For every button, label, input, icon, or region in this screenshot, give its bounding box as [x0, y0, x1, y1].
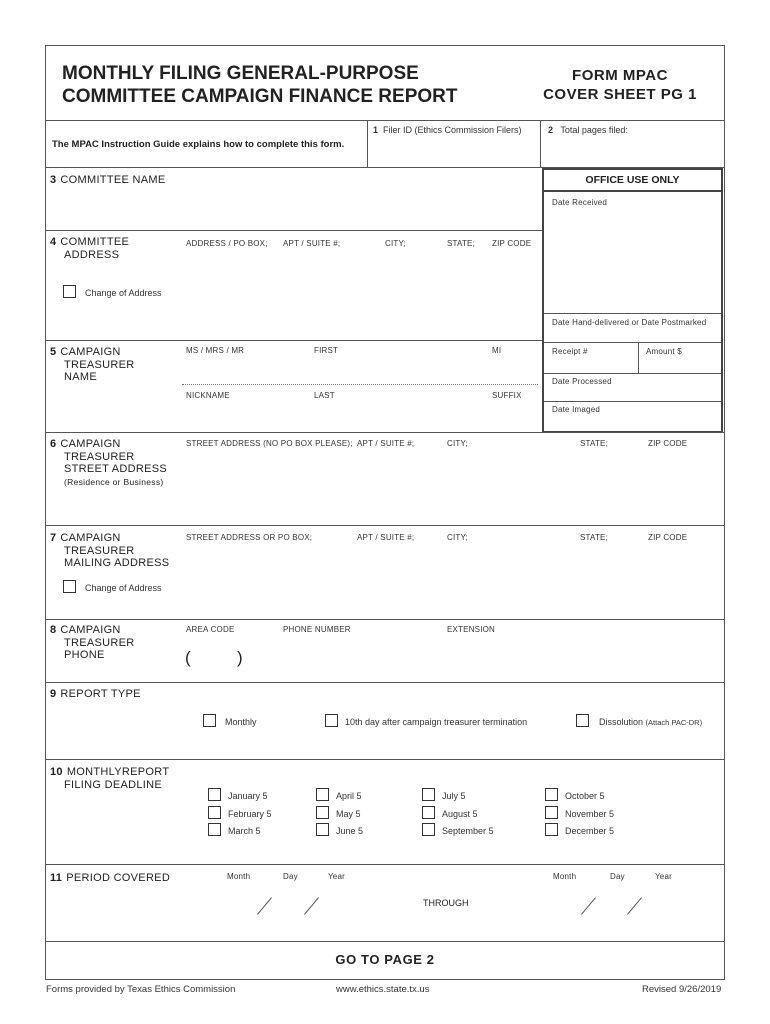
deadline-checkbox[interactable]: [422, 806, 435, 819]
section-label: PERIOD COVERED: [66, 872, 171, 884]
section-label: MONTHLYREPORT: [66, 766, 170, 778]
last-name-label: LAST: [314, 391, 335, 400]
treasurer-mailing-label: [50, 532, 169, 570]
period-to-date-field[interactable]: [530, 893, 710, 919]
footer-website: www.ethics.state.tx.us: [336, 984, 430, 995]
go-to-page-2: GO TO PAGE 2: [335, 952, 435, 967]
divider: [544, 313, 721, 314]
committee-address-label: [50, 236, 129, 261]
section-label: PHONE: [64, 649, 105, 661]
tenth-day-checkbox[interactable]: [325, 714, 338, 727]
period-from-date-field[interactable]: [205, 893, 355, 919]
deadline-checkbox[interactable]: [545, 788, 558, 801]
deadline-checkbox[interactable]: [316, 806, 329, 819]
section-number: 6: [50, 438, 57, 450]
section-label: STREET ADDRESS: [64, 463, 168, 475]
zip-label: ZIP CODE: [648, 439, 688, 448]
state-label: STATE;: [580, 533, 609, 542]
prefix-label: MS / MRS / MR: [186, 346, 245, 355]
deadline-checkbox[interactable]: [422, 788, 435, 801]
zip-label: ZIP CODE: [648, 533, 688, 542]
deadline-month-label: July 5: [442, 791, 466, 801]
section-label: TREASURER: [64, 544, 135, 557]
treasurer-phone-label: [50, 624, 135, 662]
deadline-checkbox[interactable]: [208, 788, 221, 801]
through-label: THROUGH: [423, 898, 469, 908]
dissolution-label: [599, 717, 702, 727]
divider: [367, 120, 368, 167]
footer-revised: Revised 9/26/2019: [642, 984, 722, 995]
extension-label: EXTENSION: [447, 625, 496, 634]
nickname-label: NICKNAME: [186, 391, 230, 400]
filer-id-field[interactable]: [373, 125, 522, 135]
amount-label: Amount $: [646, 347, 682, 356]
deadline-checkbox[interactable]: [316, 788, 329, 801]
from-month-label: Month: [227, 872, 251, 881]
area-code-close-paren: ): [237, 648, 243, 667]
section-label: NAME: [64, 371, 97, 383]
filer-id-label: Filer ID (Ethics Commission Filers): [383, 125, 522, 135]
change-of-address-checkbox[interactable]: [63, 580, 76, 593]
divider: [45, 619, 725, 620]
first-name-label: FIRST: [314, 346, 339, 355]
section-note: (Residence or Business): [64, 476, 164, 487]
street-address-label: STREET ADDRESS OR PO BOX;: [186, 533, 313, 542]
deadline-month-label: October 5: [565, 791, 605, 801]
divider: [45, 941, 725, 942]
field-number: 1: [373, 125, 379, 135]
middle-initial-label: MI: [492, 346, 502, 355]
area-code-open-paren: (: [185, 648, 191, 667]
phone-number-label: PHONE NUMBER: [283, 625, 351, 634]
divider: [45, 432, 725, 433]
divider: [544, 373, 721, 374]
deadline-month-label: August 5: [442, 809, 478, 819]
total-pages-label: Total pages filed:: [560, 125, 628, 135]
dissolution-note: (Attach PAC-DR): [645, 718, 703, 727]
section-label: TREASURER: [64, 358, 135, 371]
form-id-line-1: FORM MPAC: [572, 67, 668, 84]
form-title: [62, 62, 457, 108]
divider: [45, 230, 542, 231]
section-label: CAMPAIGN: [60, 346, 121, 358]
divider: [45, 864, 725, 865]
dissolution-text: Dissolution: [599, 717, 644, 727]
dotted-separator: [182, 384, 538, 385]
section-label: COMMITTEE NAME: [60, 174, 166, 186]
section-label: TREASURER: [64, 636, 135, 649]
section-number: 8: [50, 624, 57, 636]
deadline-checkbox[interactable]: [208, 823, 221, 836]
form-id: [535, 66, 705, 104]
deadline-month-label: November 5: [565, 809, 615, 819]
apt-label: APT / SUITE #;: [357, 439, 415, 448]
monthly-label: Monthly: [225, 717, 257, 727]
street-address-label: STREET ADDRESS (NO PO BOX PLEASE);: [186, 439, 353, 448]
section-label: CAMPAIGN: [60, 532, 121, 544]
divider: [540, 120, 541, 167]
divider: [638, 342, 639, 373]
date-hand-delivered-label: Date Hand-delivered or Date Postmarked: [552, 318, 707, 327]
state-label: STATE;: [580, 439, 609, 448]
deadline-checkbox[interactable]: [545, 806, 558, 819]
section-number: 9: [50, 688, 57, 700]
report-type-label: [50, 688, 141, 701]
period-covered-label: [50, 872, 170, 885]
date-processed-label: Date Processed: [552, 377, 612, 386]
city-label: CITY;: [385, 239, 406, 248]
deadline-checkbox[interactable]: [545, 823, 558, 836]
address-label: ADDRESS / PO BOX;: [186, 239, 268, 248]
deadline-month-label: May 5: [336, 809, 361, 819]
footer-provided-by: Forms provided by Texas Ethics Commission: [46, 984, 236, 995]
deadline-month-label: March 5: [228, 826, 261, 836]
title-line-2: COMMITTEE CAMPAIGN FINANCE REPORT: [62, 86, 458, 107]
section-label: MAILING ADDRESS: [64, 557, 170, 569]
field-number: 2: [548, 125, 554, 135]
area-code-label: AREA CODE: [186, 625, 235, 634]
date-received-label: Date Received: [552, 198, 608, 207]
divider: [45, 340, 542, 341]
form-id-line-2: COVER SHEET PG 1: [543, 86, 697, 103]
deadline-month-label: February 5: [228, 809, 272, 819]
section-number: 4: [50, 236, 57, 248]
change-of-address-checkbox[interactable]: [63, 285, 76, 298]
deadline-checkbox[interactable]: [316, 823, 329, 836]
treasurer-name-label: [50, 346, 135, 384]
deadline-month-label: December 5: [565, 826, 615, 836]
section-number: 5: [50, 346, 57, 358]
total-pages-field[interactable]: [548, 125, 628, 135]
section-number: 10: [50, 766, 63, 778]
to-year-label: Year: [655, 872, 672, 881]
section-number: 7: [50, 532, 57, 544]
section-number: 11: [50, 872, 63, 884]
filing-deadline-label: [50, 766, 169, 791]
deadline-month-label: April 5: [336, 791, 362, 801]
treasurer-street-label: [50, 438, 167, 488]
deadline-month-label: September 5: [442, 826, 494, 836]
apt-label: APT / SUITE #;: [357, 533, 415, 542]
suffix-label: SUFFIX: [492, 391, 522, 400]
section-label: TREASURER: [64, 450, 135, 463]
to-month-label: Month: [553, 872, 577, 881]
section-number: 3: [50, 174, 57, 186]
section-label: CAMPAIGN: [60, 624, 121, 636]
apt-label: APT / SUITE #;: [283, 239, 341, 248]
section-label: COMMITTEE: [60, 236, 130, 248]
section-label: CAMPAIGN: [60, 438, 121, 450]
to-day-label: Day: [610, 872, 625, 881]
zip-label: ZIP CODE: [492, 239, 532, 248]
deadline-month-label: January 5: [228, 791, 268, 801]
title-line-1: MONTHLY FILING GENERAL-PURPOSE: [62, 63, 419, 84]
monthly-checkbox[interactable]: [203, 714, 216, 727]
from-year-label: Year: [328, 872, 345, 881]
office-use-title: OFFICE USE ONLY: [542, 168, 723, 192]
city-label: CITY;: [447, 533, 468, 542]
divider: [544, 401, 721, 402]
section-label: FILING DEADLINE: [64, 778, 163, 791]
city-label: CITY;: [447, 439, 468, 448]
deadline-checkbox[interactable]: [422, 823, 435, 836]
state-label: STATE;: [447, 239, 476, 248]
tenth-day-label: 10th day after campaign treasurer termination: [345, 717, 528, 727]
divider: [45, 120, 725, 121]
deadline-month-label: June 5: [336, 826, 364, 836]
office-use-box: [542, 168, 723, 433]
from-day-label: Day: [283, 872, 298, 881]
section-label: ADDRESS: [64, 248, 120, 261]
committee-name-label: [50, 174, 165, 187]
committee-name-field[interactable]: [48, 190, 538, 228]
divider: [45, 682, 725, 683]
receipt-label: Receipt #: [552, 347, 588, 356]
section-label: REPORT TYPE: [60, 688, 141, 700]
divider: [45, 525, 725, 526]
instruction-text: The MPAC Instruction Guide explains how to complete this form.: [52, 139, 345, 150]
dissolution-checkbox[interactable]: [576, 714, 589, 727]
deadline-checkbox[interactable]: [208, 806, 221, 819]
change-of-address-label: Change of Address: [85, 288, 162, 298]
change-of-address-label: Change of Address: [85, 583, 162, 593]
date-imaged-label: Date Imaged: [552, 405, 601, 414]
divider: [45, 759, 725, 760]
divider: [544, 342, 721, 343]
